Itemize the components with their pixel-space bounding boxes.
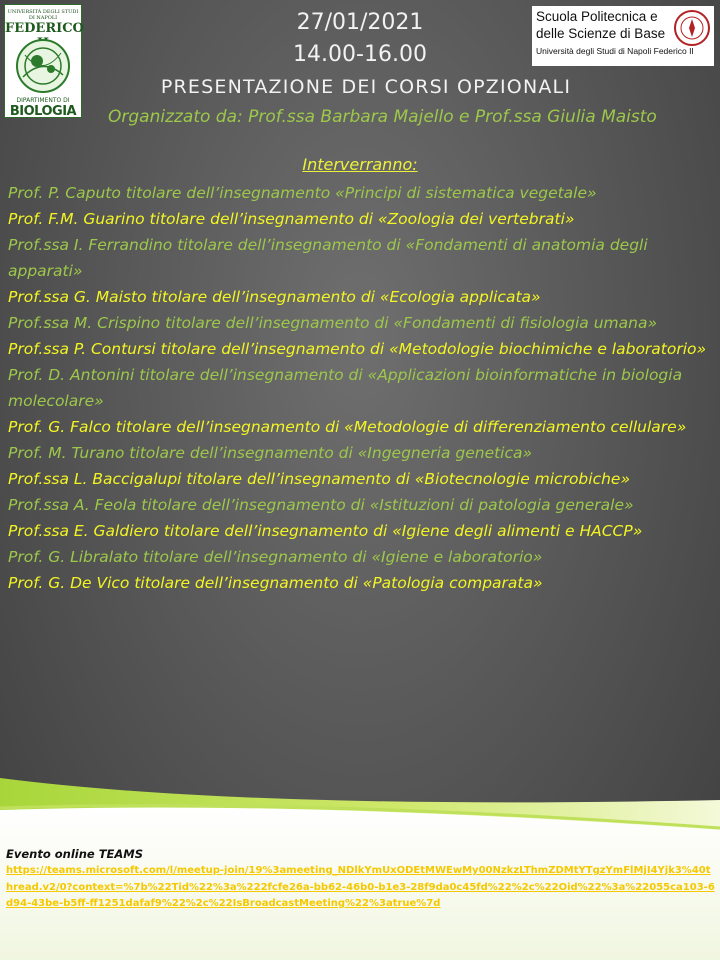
speaker-item: Prof. G. Libralato titolare dell’insegnamento di «Igiene e laboratorio»	[8, 548, 543, 566]
cell-emblem-icon	[13, 37, 73, 95]
speaker-item: Prof. G. Falco titolare dell’insegnamento di «Metodologie di differenziamento cellulare»	[8, 418, 687, 436]
speaker-item: Prof.ssa A. Feola titolare dell’insegnamento di «Istituzioni di patologia generale»	[8, 496, 634, 514]
logo-right-line3: Università degli Studi di Napoli Federico II	[536, 46, 694, 56]
speaker-item: Prof. P. Caputo titolare dell’insegnamento «Principi di sistematica vegetale»	[8, 184, 597, 202]
teams-footer	[6, 847, 716, 913]
event-date: 27/01/2021	[296, 10, 424, 35]
speakers-heading: Interverranno:	[302, 155, 418, 174]
event-time: 14.00-16.00	[293, 42, 427, 67]
logo-department-text: DIPARTIMENTO DI	[16, 97, 70, 104]
logo-name-text: FEDERICO	[5, 21, 84, 36]
event-title: PRESENTAZIONE DEI CORSI OPZIONALI	[160, 76, 572, 98]
logo-right-line1: Scuola Politecnica e	[536, 9, 658, 24]
scuola-politecnica-logo	[532, 6, 714, 66]
speaker-item: Prof.ssa E. Galdiero titolare dell’insegnamento di «Igiene degli alimenti e HACCP»	[8, 522, 643, 540]
university-seal-icon	[672, 9, 712, 47]
speaker-list	[8, 180, 718, 596]
speaker-item: Prof. M. Turano titolare dell’insegnamento di «Ingegneria genetica»	[8, 444, 533, 462]
teams-meeting-link[interactable]: https://teams.microsoft.com/l/meetup-join/19%3ameeting_NDlkYmUxODEtMWEwMy00NzkzLThmZDMtYTgzYmFlMjI4Yjk3%40thread.v2/0?context=%7b%22Tid%22%3a%222fcfe26a-bb62-46b0-b1e3-28f9da0c45fd%22%2c%22Oid%22%3a%22055ca103-6d94-43be-b5ff-ff1251dafaf9%22%2c%22IsBroadcastMeeting%22%3atrue%7d	[6, 865, 715, 909]
speaker-item: Prof.ssa M. Crispino titolare dell’insegnamento di «Fondamenti di fisiologia umana»	[8, 314, 658, 332]
logo-university-text: UNIVERSITÀ DEGLI STUDI DI NAPOLI	[7, 9, 79, 21]
speaker-item: Prof. G. De Vico titolare dell’insegnamento di «Patologia comparata»	[8, 574, 543, 592]
speaker-item: Prof.ssa L. Baccigalupi titolare dell’insegnamento di «Biotecnologie microbiche»	[8, 470, 631, 488]
logo-subject-text: BIOLOGIA	[9, 104, 77, 119]
event-organizer: Organizzato da: Prof.ssa Barbara Majello e Prof.ssa Giulia Maisto	[108, 107, 657, 127]
logo-right-line2: delle Scienze di Base	[536, 26, 666, 41]
teams-event-label: Evento online TEAMS	[6, 847, 144, 861]
speaker-item: Prof. D. Antonini titolare dell’insegnamento di «Applicazioni bioinformatiche in biologia molecolare»	[8, 366, 683, 410]
speaker-item: Prof. F.M. Guarino titolare dell’insegnamento di «Zoologia dei vertebrati»	[8, 210, 575, 228]
speaker-item: Prof.ssa G. Maisto titolare dell’insegnamento di «Ecologia applicata»	[8, 288, 541, 306]
federico-ii-biologia-logo	[4, 4, 82, 118]
speaker-item: Prof.ssa I. Ferrandino titolare dell’insegnamento di «Fondamenti di anatomia degli apparati»	[8, 236, 648, 280]
speaker-item: Prof.ssa P. Contursi titolare dell’insegnamento di «Metodologie biochimiche e laboratorio»	[8, 340, 707, 358]
